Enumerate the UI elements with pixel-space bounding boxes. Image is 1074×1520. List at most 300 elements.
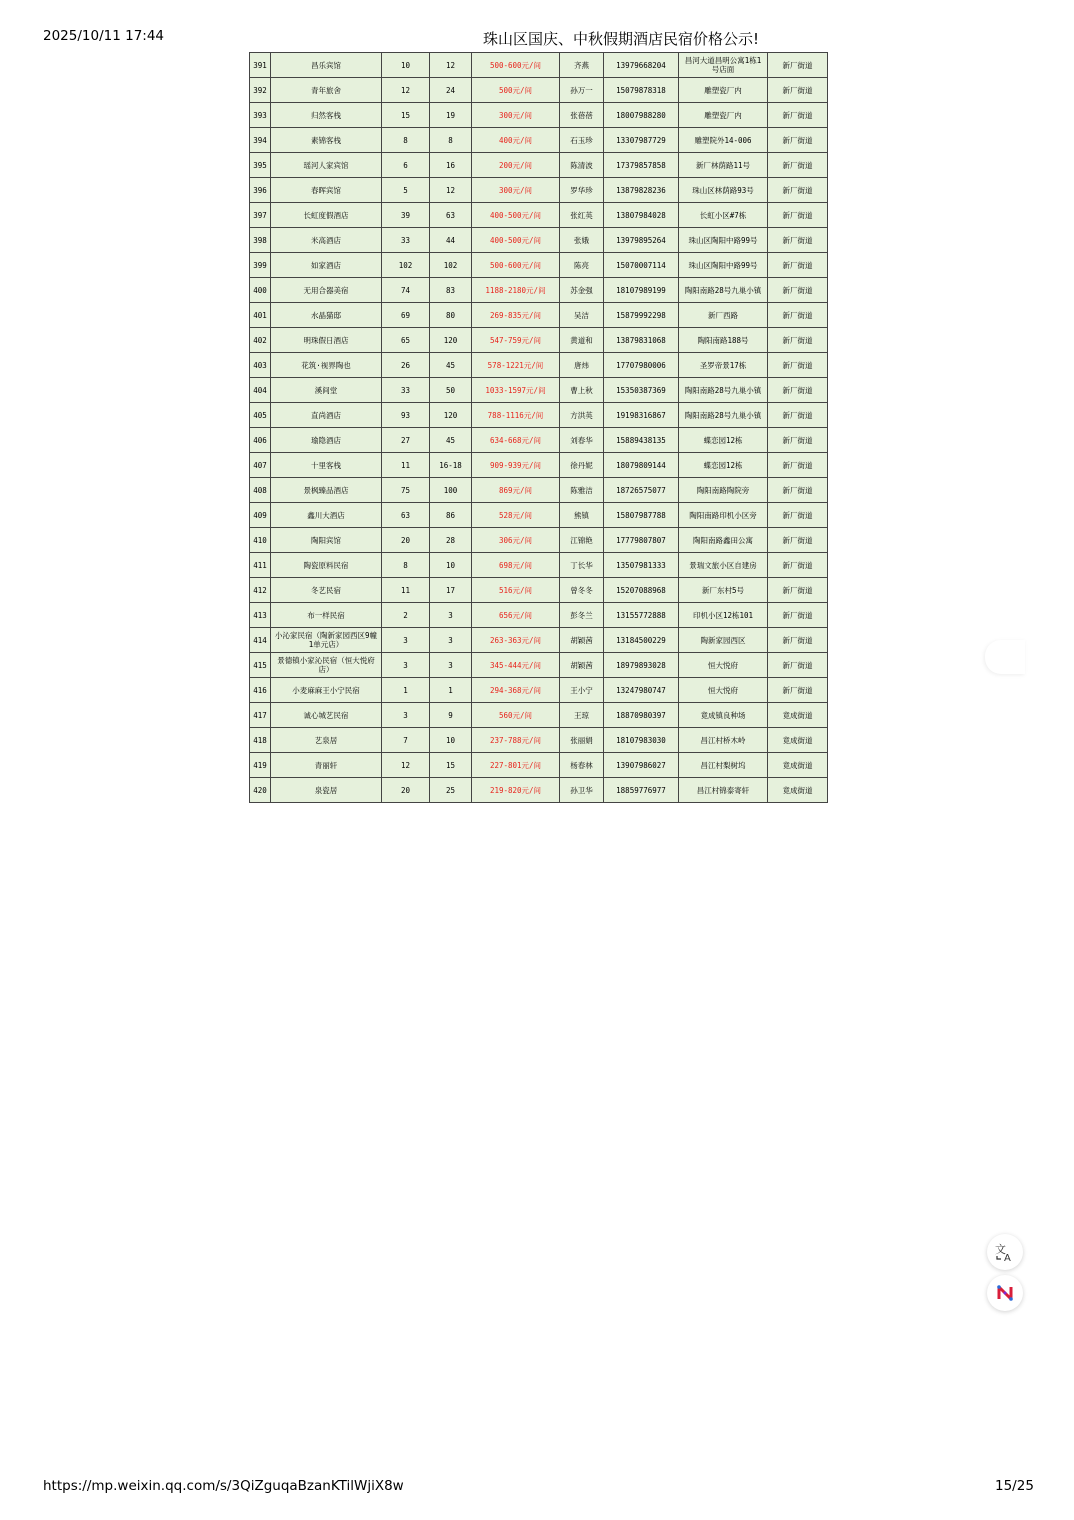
price-table-body: [250, 53, 828, 803]
phone-cell: 18859776977: [604, 778, 679, 803]
contact-cell: 杨春林: [560, 753, 604, 778]
contact-cell: 陈亮: [560, 253, 604, 278]
seq-cell: 392: [250, 78, 271, 103]
table-row: [250, 278, 828, 303]
address-cell: 陶新家园西区: [679, 628, 768, 653]
name-cell: 溪间堂: [271, 378, 382, 403]
svg-text:A: A: [1004, 1253, 1011, 1262]
phone-cell: 13979668204: [604, 53, 679, 78]
street-cell: 新厂街道: [768, 128, 828, 153]
beds-cell: 102: [430, 253, 472, 278]
street-cell: 竟成街道: [768, 753, 828, 778]
contact-cell: 张娥: [560, 228, 604, 253]
phone-cell: 13907986027: [604, 753, 679, 778]
table-row: [250, 53, 828, 78]
address-cell: 陶阳南路28号九巢小镇: [679, 378, 768, 403]
name-cell: 花筑·视界陶也: [271, 353, 382, 378]
svg-text:文: 文: [995, 1243, 1006, 1256]
rooms-cell: 10: [382, 53, 430, 78]
street-cell: 新厂街道: [768, 378, 828, 403]
price-cell: 200元/间: [472, 153, 560, 178]
price-cell: 306元/间: [472, 528, 560, 553]
table-row: [250, 303, 828, 328]
name-cell: 瑶河人家宾馆: [271, 153, 382, 178]
phone-cell: 13184500229: [604, 628, 679, 653]
phone-cell: 13807984028: [604, 203, 679, 228]
rooms-cell: 12: [382, 753, 430, 778]
seq-cell: 398: [250, 228, 271, 253]
street-cell: 新厂街道: [768, 53, 828, 78]
beds-cell: 16-18: [430, 453, 472, 478]
table-row: [250, 603, 828, 628]
address-cell: 新厂西路: [679, 303, 768, 328]
rooms-cell: 7: [382, 728, 430, 753]
phone-cell: 17379857858: [604, 153, 679, 178]
seq-cell: 404: [250, 378, 271, 403]
name-cell: 无用合器美宿: [271, 278, 382, 303]
price-cell: 634-668元/间: [472, 428, 560, 453]
street-cell: 新厂街道: [768, 303, 828, 328]
street-cell: 新厂街道: [768, 478, 828, 503]
street-cell: 新厂街道: [768, 353, 828, 378]
footer-url[interactable]: https://mp.weixin.qq.com/s/3QiZguqaBzanKTilWjiX8w: [43, 1478, 404, 1494]
beds-cell: 120: [430, 328, 472, 353]
table-row: [250, 178, 828, 203]
rooms-cell: 33: [382, 378, 430, 403]
name-cell: 艺泉居: [271, 728, 382, 753]
price-cell: 869元/间: [472, 478, 560, 503]
name-cell: 米高酒店: [271, 228, 382, 253]
beds-cell: 17: [430, 578, 472, 603]
phone-cell: 13879828236: [604, 178, 679, 203]
rooms-cell: 11: [382, 578, 430, 603]
phone-cell: 15350387369: [604, 378, 679, 403]
beds-cell: 8: [430, 128, 472, 153]
street-cell: 新厂街道: [768, 428, 828, 453]
phone-cell: 13979895264: [604, 228, 679, 253]
beds-cell: 12: [430, 53, 472, 78]
name-cell: 直尚酒店: [271, 403, 382, 428]
price-cell: 400-500元/间: [472, 203, 560, 228]
contact-cell: 胡颖茜: [560, 628, 604, 653]
seq-cell: 397: [250, 203, 271, 228]
price-cell: 788-1116元/间: [472, 403, 560, 428]
seq-cell: 420: [250, 778, 271, 803]
name-cell: 春晖宾馆: [271, 178, 382, 203]
table-row: [250, 428, 828, 453]
table-row: [250, 353, 828, 378]
address-cell: 珠山区林荫路93号: [679, 178, 768, 203]
page-title: 珠山区国庆、中秋假期酒店民宿价格公示!: [483, 30, 760, 48]
contact-cell: 石玉珍: [560, 128, 604, 153]
contact-cell: 江锦艳: [560, 528, 604, 553]
contact-cell: 丁长华: [560, 553, 604, 578]
contact-cell: 徐丹妮: [560, 453, 604, 478]
price-cell: 263-363元/间: [472, 628, 560, 653]
address-cell: 新厂东村5号: [679, 578, 768, 603]
phone-cell: 15879992298: [604, 303, 679, 328]
price-cell: 547-759元/间: [472, 328, 560, 353]
contact-cell: 胡颖茜: [560, 653, 604, 678]
street-cell: 新厂街道: [768, 78, 828, 103]
beds-cell: 12: [430, 178, 472, 203]
table-row: [250, 328, 828, 353]
print-date: 2025/10/11 17:44: [43, 28, 165, 44]
street-cell: 竟成街道: [768, 703, 828, 728]
address-cell: 景瑞文旅小区自建房: [679, 553, 768, 578]
table-row: [250, 253, 828, 278]
phone-cell: 13307987729: [604, 128, 679, 153]
name-cell: 陶瓷原料民宿: [271, 553, 382, 578]
phone-cell: 15070007114: [604, 253, 679, 278]
table-row: [250, 128, 828, 153]
phone-cell: 18726575077: [604, 478, 679, 503]
seq-cell: 403: [250, 353, 271, 378]
address-cell: 恒大悦府: [679, 678, 768, 703]
rooms-cell: 2: [382, 603, 430, 628]
street-cell: 新厂街道: [768, 453, 828, 478]
address-cell: 珠山区陶阳中路99号: [679, 253, 768, 278]
price-table: [249, 52, 828, 803]
rooms-cell: 93: [382, 403, 430, 428]
address-cell: 陶阳南路鑫田公寓: [679, 528, 768, 553]
rooms-cell: 12: [382, 78, 430, 103]
assistant-button[interactable]: [987, 1275, 1023, 1311]
seq-cell: 411: [250, 553, 271, 578]
phone-cell: 18107989199: [604, 278, 679, 303]
address-cell: 陶阳南路印机小区旁: [679, 503, 768, 528]
seq-cell: 395: [250, 153, 271, 178]
beds-cell: 10: [430, 728, 472, 753]
rooms-cell: 63: [382, 503, 430, 528]
name-cell: 素锦客栈: [271, 128, 382, 153]
contact-cell: 曹上秋: [560, 378, 604, 403]
table-row: [250, 728, 828, 753]
phone-cell: 15807987788: [604, 503, 679, 528]
rooms-cell: 69: [382, 303, 430, 328]
rooms-cell: 11: [382, 453, 430, 478]
price-cell: 528元/间: [472, 503, 560, 528]
rooms-cell: 27: [382, 428, 430, 453]
phone-cell: 18079809144: [604, 453, 679, 478]
contact-cell: 王琼: [560, 703, 604, 728]
beds-cell: 24: [430, 78, 472, 103]
name-cell: 小沁家民宿（陶新家园西区9幢1单元店）: [271, 628, 382, 653]
table-row: [250, 203, 828, 228]
address-cell: 竟成镇良种场: [679, 703, 768, 728]
table-row: [250, 753, 828, 778]
assistant-logo-icon: [995, 1283, 1015, 1303]
address-cell: 昌江村梨树坞: [679, 753, 768, 778]
price-cell: 237-788元/间: [472, 728, 560, 753]
rooms-cell: 8: [382, 553, 430, 578]
address-cell: 珠山区陶阳中路99号: [679, 228, 768, 253]
contact-cell: 刘春华: [560, 428, 604, 453]
name-cell: 小麦麻麻王小宁民宿: [271, 678, 382, 703]
address-cell: 印机小区12栋101: [679, 603, 768, 628]
street-cell: 新厂街道: [768, 653, 828, 678]
rooms-cell: 74: [382, 278, 430, 303]
seq-cell: 407: [250, 453, 271, 478]
street-cell: 新厂街道: [768, 503, 828, 528]
seq-cell: 414: [250, 628, 271, 653]
name-cell: 青丽轩: [271, 753, 382, 778]
rooms-cell: 20: [382, 528, 430, 553]
street-cell: 新厂街道: [768, 178, 828, 203]
price-cell: 909-939元/间: [472, 453, 560, 478]
price-cell: 698元/间: [472, 553, 560, 578]
contact-cell: 苏金强: [560, 278, 604, 303]
beds-cell: 10: [430, 553, 472, 578]
name-cell: 泉瓷居: [271, 778, 382, 803]
contact-cell: 方洪英: [560, 403, 604, 428]
name-cell: 长虹度假酒店: [271, 203, 382, 228]
name-cell: 归然客栈: [271, 103, 382, 128]
beds-cell: 3: [430, 653, 472, 678]
price-cell: 500元/间: [472, 78, 560, 103]
side-edge-tab[interactable]: [985, 640, 1025, 674]
table-row: [250, 653, 828, 678]
translate-icon: [995, 1242, 1015, 1262]
rooms-cell: 102: [382, 253, 430, 278]
price-cell: 294-368元/间: [472, 678, 560, 703]
address-cell: 蝶恋园12栋: [679, 428, 768, 453]
beds-cell: 50: [430, 378, 472, 403]
beds-cell: 45: [430, 353, 472, 378]
seq-cell: 400: [250, 278, 271, 303]
street-cell: 新厂街道: [768, 678, 828, 703]
seq-cell: 394: [250, 128, 271, 153]
seq-cell: 396: [250, 178, 271, 203]
contact-cell: 黄道和: [560, 328, 604, 353]
rooms-cell: 1: [382, 678, 430, 703]
address-cell: 蝶恋园12栋: [679, 453, 768, 478]
street-cell: 新厂街道: [768, 628, 828, 653]
price-cell: 345-444元/间: [472, 653, 560, 678]
address-cell: 圣罗帝景17栋: [679, 353, 768, 378]
name-cell: 布一样民宿: [271, 603, 382, 628]
name-cell: 十里客栈: [271, 453, 382, 478]
beds-cell: 80: [430, 303, 472, 328]
street-cell: 新厂街道: [768, 578, 828, 603]
street-cell: 新厂街道: [768, 203, 828, 228]
price-cell: 516元/间: [472, 578, 560, 603]
table-row: [250, 103, 828, 128]
table-row: [250, 378, 828, 403]
name-cell: 景枫臻品酒店: [271, 478, 382, 503]
beds-cell: 25: [430, 778, 472, 803]
name-cell: 明珠假日酒店: [271, 328, 382, 353]
rooms-cell: 20: [382, 778, 430, 803]
street-cell: 新厂街道: [768, 103, 828, 128]
price-cell: 300元/间: [472, 178, 560, 203]
beds-cell: 63: [430, 203, 472, 228]
price-cell: 219-820元/间: [472, 778, 560, 803]
name-cell: 水晶猫邸: [271, 303, 382, 328]
contact-cell: 罗华珍: [560, 178, 604, 203]
contact-cell: 吴洁: [560, 303, 604, 328]
street-cell: 新厂街道: [768, 153, 828, 178]
rooms-cell: 3: [382, 653, 430, 678]
seq-cell: 415: [250, 653, 271, 678]
seq-cell: 412: [250, 578, 271, 603]
contact-cell: 陈清波: [560, 153, 604, 178]
table-row: [250, 78, 828, 103]
rooms-cell: 3: [382, 628, 430, 653]
name-cell: 如家酒店: [271, 253, 382, 278]
phone-cell: 18007988280: [604, 103, 679, 128]
seq-cell: 409: [250, 503, 271, 528]
name-cell: 冬艺民宿: [271, 578, 382, 603]
table-row: [250, 478, 828, 503]
rooms-cell: 26: [382, 353, 430, 378]
beds-cell: 83: [430, 278, 472, 303]
price-cell: 500-600元/间: [472, 253, 560, 278]
beds-cell: 3: [430, 603, 472, 628]
address-cell: 雕塑院外14-006: [679, 128, 768, 153]
seq-cell: 408: [250, 478, 271, 503]
rooms-cell: 75: [382, 478, 430, 503]
seq-cell: 391: [250, 53, 271, 78]
price-cell: 227-801元/间: [472, 753, 560, 778]
seq-cell: 410: [250, 528, 271, 553]
table-row: [250, 703, 828, 728]
price-cell: 400-500元/间: [472, 228, 560, 253]
price-cell: 1033-1597元/间: [472, 378, 560, 403]
name-cell: 鑫川大酒店: [271, 503, 382, 528]
price-cell: 1188-2180元/间: [472, 278, 560, 303]
seq-cell: 406: [250, 428, 271, 453]
address-cell: 恒大悦府: [679, 653, 768, 678]
name-cell: 瑜隐酒店: [271, 428, 382, 453]
address-cell: 昌江村锦泰寄轩: [679, 778, 768, 803]
table-row: [250, 628, 828, 653]
street-cell: 新厂街道: [768, 603, 828, 628]
phone-cell: 13155772888: [604, 603, 679, 628]
address-cell: 陶阳南路28号九巢小镇: [679, 278, 768, 303]
phone-cell: 19198316867: [604, 403, 679, 428]
price-cell: 656元/间: [472, 603, 560, 628]
contact-cell: 王小宁: [560, 678, 604, 703]
contact-cell: 陈雅洁: [560, 478, 604, 503]
table-row: [250, 528, 828, 553]
address-cell: 雕塑瓷厂内: [679, 78, 768, 103]
price-cell: 578-1221元/间: [472, 353, 560, 378]
translate-button[interactable]: [987, 1234, 1023, 1270]
phone-cell: 15207088968: [604, 578, 679, 603]
rooms-cell: 6: [382, 153, 430, 178]
price-cell: 400元/间: [472, 128, 560, 153]
phone-cell: 15889438135: [604, 428, 679, 453]
beds-cell: 16: [430, 153, 472, 178]
contact-cell: 张丽娟: [560, 728, 604, 753]
rooms-cell: 33: [382, 228, 430, 253]
beds-cell: 15: [430, 753, 472, 778]
beds-cell: 19: [430, 103, 472, 128]
contact-cell: 熊镇: [560, 503, 604, 528]
seq-cell: 418: [250, 728, 271, 753]
beds-cell: 1: [430, 678, 472, 703]
contact-cell: 张蓓蓓: [560, 103, 604, 128]
address-cell: 昌江村桥木岭: [679, 728, 768, 753]
beds-cell: 9: [430, 703, 472, 728]
table-row: [250, 453, 828, 478]
rooms-cell: 39: [382, 203, 430, 228]
phone-cell: 15079878318: [604, 78, 679, 103]
table-row: [250, 228, 828, 253]
phone-cell: 17707980006: [604, 353, 679, 378]
table-row: [250, 153, 828, 178]
phone-cell: 17779807807: [604, 528, 679, 553]
seq-cell: 417: [250, 703, 271, 728]
street-cell: 竟成街道: [768, 778, 828, 803]
phone-cell: 18107983030: [604, 728, 679, 753]
phone-cell: 13879831068: [604, 328, 679, 353]
name-cell: 诚心城艺民宿: [271, 703, 382, 728]
table-row: [250, 778, 828, 803]
address-cell: 陶阳南路28号九巢小镇: [679, 403, 768, 428]
name-cell: 昌乐宾馆: [271, 53, 382, 78]
beds-cell: 28: [430, 528, 472, 553]
street-cell: 新厂街道: [768, 328, 828, 353]
address-cell: 陶阳南路陶院旁: [679, 478, 768, 503]
address-cell: 陶阳南路188号: [679, 328, 768, 353]
street-cell: 新厂街道: [768, 528, 828, 553]
seq-cell: 393: [250, 103, 271, 128]
street-cell: 新厂街道: [768, 553, 828, 578]
beds-cell: 86: [430, 503, 472, 528]
address-cell: 雕塑瓷厂内: [679, 103, 768, 128]
contact-cell: 曾冬冬: [560, 578, 604, 603]
street-cell: 新厂街道: [768, 228, 828, 253]
seq-cell: 419: [250, 753, 271, 778]
phone-cell: 18979893028: [604, 653, 679, 678]
contact-cell: 孙万一: [560, 78, 604, 103]
name-cell: 青年旅舍: [271, 78, 382, 103]
footer-page-number: 15/25: [995, 1478, 1034, 1494]
phone-cell: 13507981333: [604, 553, 679, 578]
contact-cell: 唐炜: [560, 353, 604, 378]
price-cell: 500-600元/间: [472, 53, 560, 78]
seq-cell: 416: [250, 678, 271, 703]
price-cell: 269-835元/间: [472, 303, 560, 328]
street-cell: 新厂街道: [768, 278, 828, 303]
seq-cell: 413: [250, 603, 271, 628]
beds-cell: 3: [430, 628, 472, 653]
beds-cell: 120: [430, 403, 472, 428]
price-cell: 560元/间: [472, 703, 560, 728]
beds-cell: 45: [430, 428, 472, 453]
street-cell: 新厂街道: [768, 403, 828, 428]
address-cell: 长虹小区#7栋: [679, 203, 768, 228]
seq-cell: 402: [250, 328, 271, 353]
seq-cell: 401: [250, 303, 271, 328]
rooms-cell: 65: [382, 328, 430, 353]
address-cell: 新厂林荫路11号: [679, 153, 768, 178]
table-row: [250, 678, 828, 703]
rooms-cell: 5: [382, 178, 430, 203]
beds-cell: 100: [430, 478, 472, 503]
rooms-cell: 15: [382, 103, 430, 128]
price-cell: 300元/间: [472, 103, 560, 128]
rooms-cell: 3: [382, 703, 430, 728]
seq-cell: 405: [250, 403, 271, 428]
name-cell: 陶阳宾馆: [271, 528, 382, 553]
table-row: [250, 553, 828, 578]
table-row: [250, 578, 828, 603]
address-cell: 昌河大道昌明公寓1栋1号店面: [679, 53, 768, 78]
table-row: [250, 503, 828, 528]
